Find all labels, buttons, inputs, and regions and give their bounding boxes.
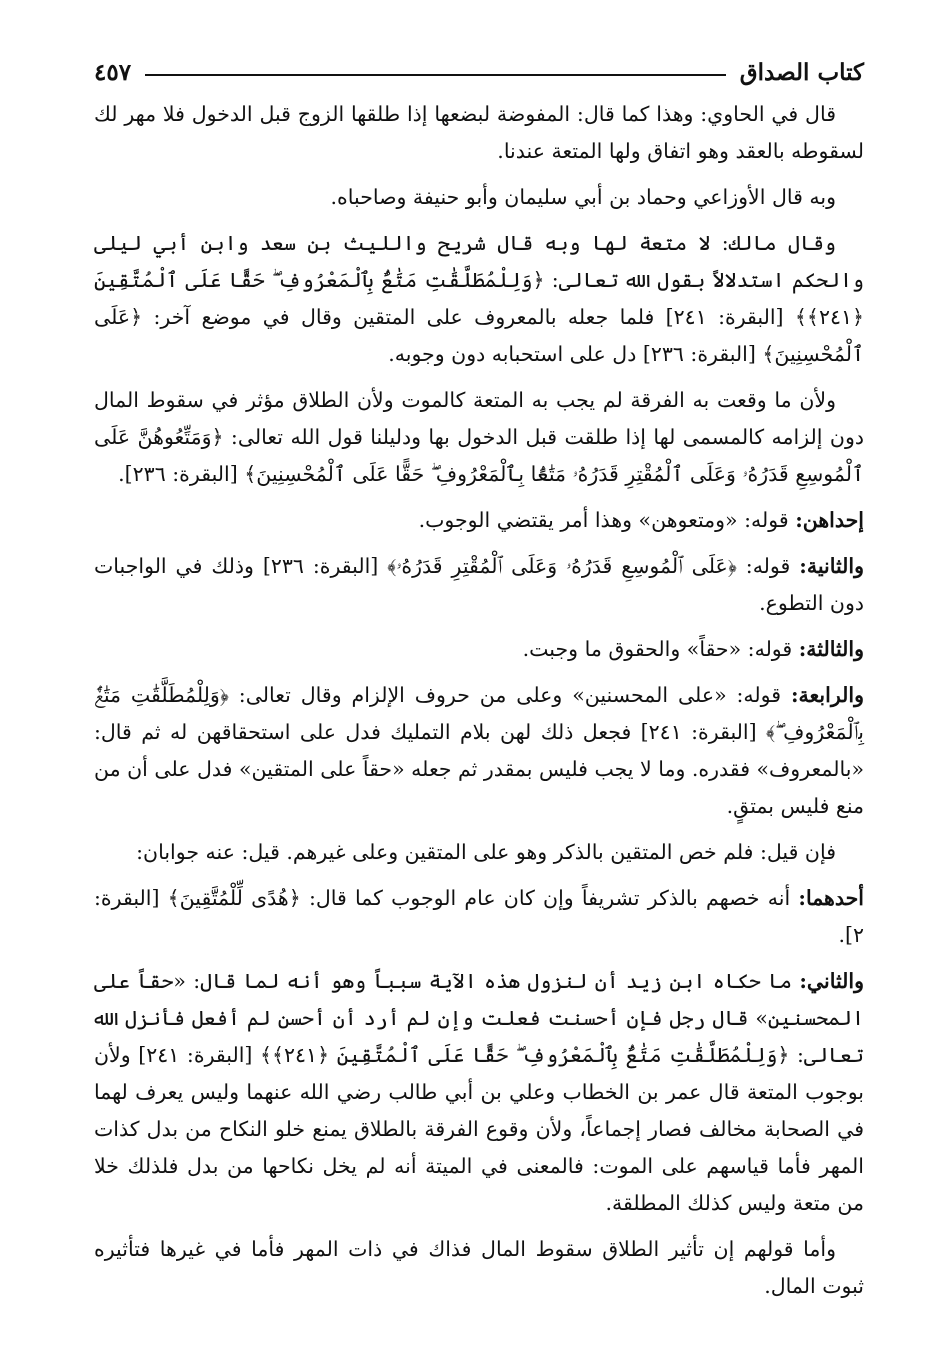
point-label: والثاني: <box>799 969 864 993</box>
paragraph: والرابعة: قوله: «على المحسنين» وعلى من حروف الإلزام وقال تعالى: ﴿وَلِلْمُطَلَّقَٰتِ مَتَٰعٌۢ بِٱلْمَعْرُوفِ ۖ﴾ [البقرة: ٢٤١] فجعل ذلك لهن بلام التمليك فدل على استحقاقهن له ثم قال: «بالمعروف» فقدره. وما لا يجب فليس بمقدر ثم جعله «حقاً على المتقين» فدل على أن من منع فليس بمتقٍ. <box>94 683 864 818</box>
paragraph: وأما قولهم إن تأثير الطلاق سقوط المال فذاك في ذات المهر فأما في غيرها فتأثيره ثبوت المال. <box>94 1237 864 1298</box>
paragraph: وبه قال الأوزاعي وحماد بن أبي سليمان وأبو حنيفة وصاحباه. <box>330 185 836 209</box>
paragraph: أحدهما: أنه خصهم بالذكر تشريفاً وإن كان عام الوجوب كما قال: ﴿هُدًى لِّلْمُتَّقِينَ﴾ [البقرة: ٢]. <box>94 886 864 947</box>
running-header <box>94 52 864 92</box>
chapter-title: كتاب الصداق <box>739 58 864 86</box>
point-label: إحداهن: <box>795 508 864 532</box>
paragraph: والثالثة: قوله: «حقاً» والحقوق ما وجبت. <box>522 637 864 661</box>
point-label: والرابعة: <box>790 683 864 707</box>
paragraph: وقال مالك: لا متعة لها وبه قال شريح والليث بن سعد وابن أبي ليلى والحكم استدلالاً بقول الله تعالى: ﴿وَلِلْمُطَلَّقَٰتِ مَتَٰعٌۢ بِٱلْمَعْرُوفِ ۖ حَقًّا عَلَى ٱلْمُتَّقِينَ ﴿٢٤١﴾﴾ [البقرة: ٢٤١] فلما جعله بالمعروف على المتقين وقال في موضع آخر: ﴿عَلَى ٱلْمُحْسِنِينَ﴾ [البقرة: ٢٣٦] دل على استحبابه دون وجوبه. <box>94 231 864 366</box>
paragraph: والثاني: ما حكاه ابن زيد أن لنزول هذه الآية سبباً وهو أنه لما قال: «حقاً على المحسنين» قال رجل فإن أحسنت فعلت وإن لم أرد أن أحسن لم أفعل فأنزل الله تعالى: ﴿وَلِلْمُطَلَّقَٰتِ مَتَٰعٌۢ بِٱلْمَعْرُوفِ ۖ حَقًّا عَلَى ٱلْمُتَّقِينَ ﴿٢٤١﴾﴾ [البقرة: ٢٤١] ولأن بوجوب المتعة قال عمر بن الخطاب وعلي بن أبي طالب رضي الله عنهما وليس يعرف لهما في الصحابة مخالف فصار إجماعاً، ولأن وقوع الفرقة بالطلاق يمنع خلو النكاح من بدل كذات المهر فأما قياسهم على الموت: فالمعنى في الميتة أنه لم يخل نكاحها من بدل فلذلك خلا من متعة وليس كذلك المطلقة. <box>94 969 864 1215</box>
paragraph: فإن قيل: فلم خص المتقين بالذكر وهو على المتقين وعلى غيرهم. قيل: عنه جوابان: <box>136 840 836 864</box>
point-label: والثانية: <box>799 554 864 578</box>
paragraph: قال في الحاوي: وهذا كما قال: المفوضة لبضعها إذا طلقها الزوج قبل الدخول فلا مهر لك لسقوطه بالعقد وهو اتفاق ولها المتعة عندنا. <box>94 102 864 163</box>
paragraph: إحداهن: قوله: «ومتعوهن» وهذا أمر يقتضي الوجوب. <box>418 508 864 532</box>
page-number: ٤٥٧ <box>94 58 132 86</box>
point-label: والثالثة: <box>798 637 864 661</box>
paragraph: ولأن ما وقعت به الفرقة لم يجب به المتعة كالموت ولأن الطلاق مؤثر في سقوط المال دون إلزامه كالمسمى لها إذا طلقت قبل الدخول بها ودليلنا قول الله تعالى: ﴿وَمَتِّعُوهُنَّ عَلَى ٱلْمُوسِعِ قَدَرُهُۥ وَعَلَى ٱلْمُقْتِرِ قَدَرُهُۥ مَتَٰعًۢا بِٱلْمَعْرُوفِ ۖ حَقًّا عَلَى ٱلْمُحْسِنِينَ﴾ [البقرة: ٢٣٦]. <box>94 388 864 486</box>
paragraph: والثانية: قوله: ﴿عَلَى ٱلْمُوسِعِ قَدَرُهُۥ وَعَلَى ٱلْمُقْتِرِ قَدَرُهُۥ﴾ [البقرة: ٢٣٦] وذلك في الواجبات دون التطوع. <box>94 554 864 615</box>
page-body <box>94 96 864 1305</box>
header-rule <box>145 74 726 76</box>
point-label: أحدهما: <box>798 886 864 910</box>
